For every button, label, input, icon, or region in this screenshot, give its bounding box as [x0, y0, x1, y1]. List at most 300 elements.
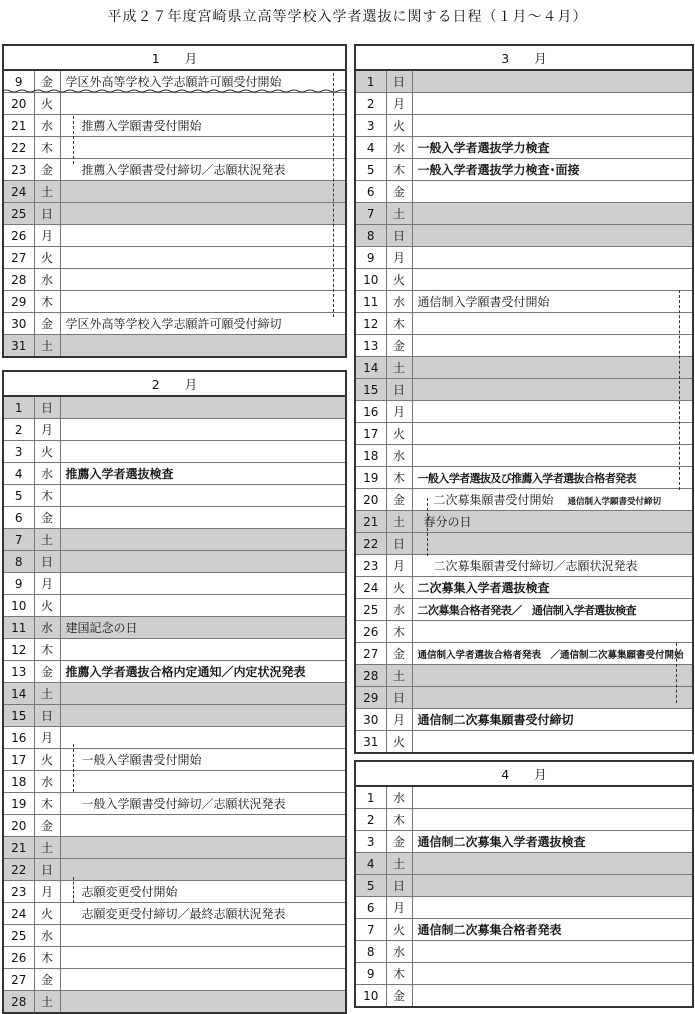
- weekday: 月: [386, 247, 412, 269]
- event-text: 春分の日: [423, 515, 472, 529]
- event-cell: [412, 335, 693, 357]
- day-number: 3: [355, 831, 386, 853]
- day-number: 18: [3, 771, 34, 793]
- weekday: 木: [386, 963, 412, 985]
- event-text: 志願変更受付開始: [81, 885, 178, 899]
- weekday: 金: [34, 70, 60, 93]
- weekday: 火: [34, 441, 60, 463]
- day-number: 10: [3, 595, 34, 617]
- weekday: 日: [386, 533, 412, 555]
- day-number: 21: [355, 511, 386, 533]
- calendar-row: [3, 815, 346, 837]
- day-number: 5: [3, 485, 34, 507]
- period-line-second-application: [427, 498, 428, 556]
- calendar-row: [3, 551, 346, 573]
- event-cell: [60, 837, 346, 859]
- day-number: 5: [355, 159, 386, 181]
- weekday: 日: [386, 225, 412, 247]
- event-cell: [60, 203, 346, 225]
- event-text: 推薦入学願書受付締切／志願状況発表: [81, 163, 286, 177]
- calendar-row: [355, 687, 693, 709]
- event-cell: [412, 577, 693, 599]
- day-number: 21: [3, 115, 34, 137]
- event-cell: [412, 831, 693, 853]
- day-number: 27: [3, 247, 34, 269]
- calendar-row: [3, 507, 346, 529]
- calendar-row: [355, 555, 693, 577]
- weekday: 金: [34, 969, 60, 991]
- event-text: 一般入学者選抜及び推薦入学者選抜合格者発表: [417, 471, 636, 485]
- calendar-row: [3, 859, 346, 881]
- weekday: 木: [34, 485, 60, 507]
- event-text: 推薦入学願書受付開始: [81, 119, 202, 133]
- day-number: 6: [3, 507, 34, 529]
- weekday: 火: [386, 577, 412, 599]
- weekday: 月: [386, 897, 412, 919]
- event-cell: [412, 401, 693, 423]
- calendar-march: [354, 44, 694, 754]
- weekday: 土: [386, 853, 412, 875]
- calendar-row: [3, 881, 346, 903]
- event-cell: [412, 70, 693, 93]
- calendar-row: [3, 661, 346, 683]
- weekday: 金: [386, 489, 412, 511]
- day-number: 20: [355, 489, 386, 511]
- calendar-row: [3, 159, 346, 181]
- calendar-row: [3, 396, 346, 419]
- weekday: 土: [34, 837, 60, 859]
- day-number: 19: [355, 467, 386, 489]
- period-line-correspondence-application: [679, 290, 680, 490]
- event-cell: [60, 529, 346, 551]
- weekday: 日: [34, 705, 60, 727]
- day-number: 18: [355, 445, 386, 467]
- calendar-row: [3, 793, 346, 815]
- event-cell: [412, 963, 693, 985]
- calendar-row: [355, 599, 693, 621]
- event-cell: [412, 621, 693, 643]
- day-number: 28: [355, 665, 386, 687]
- calendar-row: [3, 203, 346, 225]
- day-number: 30: [3, 313, 34, 335]
- day-number: 12: [3, 639, 34, 661]
- event-cell: [412, 731, 693, 754]
- day-number: 21: [3, 837, 34, 859]
- event-cell: [60, 159, 346, 181]
- calendar-row: [355, 963, 693, 985]
- weekday: 金: [386, 335, 412, 357]
- weekday: 水: [386, 291, 412, 313]
- day-number: 19: [3, 793, 34, 815]
- event-text: 通信制入学願書受付開始: [417, 295, 550, 309]
- period-line-general-application: [73, 744, 74, 792]
- day-number: 26: [3, 947, 34, 969]
- day-number: 31: [3, 335, 34, 358]
- day-number: 6: [355, 181, 386, 203]
- event-cell: [412, 291, 693, 313]
- calendar-row: [355, 247, 693, 269]
- event-cell: [60, 396, 346, 419]
- day-number: 22: [355, 533, 386, 555]
- calendar-row: [355, 225, 693, 247]
- calendar-february: [2, 370, 347, 1014]
- day-number: 4: [355, 137, 386, 159]
- calendar-row: [3, 291, 346, 313]
- weekday: 火: [34, 595, 60, 617]
- event-cell: [60, 507, 346, 529]
- weekday: 水: [34, 925, 60, 947]
- day-number: 29: [355, 687, 386, 709]
- weekday: 日: [386, 875, 412, 897]
- day-number: 3: [355, 115, 386, 137]
- event-text: 一般入学者選抜学力検査･面接: [417, 163, 580, 177]
- weekday: 日: [34, 396, 60, 419]
- event-cell: [412, 875, 693, 897]
- period-line-recommend-application: [73, 116, 74, 164]
- event-cell: [60, 617, 346, 639]
- day-number: 10: [355, 269, 386, 291]
- weekday: 火: [386, 269, 412, 291]
- calendar-row: [3, 225, 346, 247]
- day-number: 14: [355, 357, 386, 379]
- weekday: 金: [34, 507, 60, 529]
- weekday: 日: [386, 70, 412, 93]
- event-cell: [60, 859, 346, 881]
- calendar-row: [355, 291, 693, 313]
- calendar-row: [355, 731, 693, 754]
- day-number: 16: [3, 727, 34, 749]
- calendar-row: [3, 595, 346, 617]
- calendar-row: [355, 203, 693, 225]
- calendar-row: [3, 115, 346, 137]
- event-cell: [412, 941, 693, 963]
- day-number: 27: [355, 643, 386, 665]
- weekday: 月: [34, 727, 60, 749]
- day-number: 4: [3, 463, 34, 485]
- day-number: 20: [3, 815, 34, 837]
- weekday: 金: [34, 815, 60, 837]
- weekday: 水: [34, 463, 60, 485]
- weekday: 木: [386, 621, 412, 643]
- weekday: 木: [386, 809, 412, 831]
- event-cell: [412, 181, 693, 203]
- event-cell: [60, 793, 346, 815]
- calendar-row: [355, 533, 693, 555]
- day-number: 28: [3, 269, 34, 291]
- page-title: 平成２７年度宮崎県立高等学校入学者選抜に関する日程（１月～４月）: [107, 9, 588, 25]
- weekday: 水: [34, 617, 60, 639]
- event-cell: [60, 683, 346, 705]
- event-cell: [412, 445, 693, 467]
- weekday: 木: [34, 639, 60, 661]
- calendar-row: [3, 683, 346, 705]
- weekday: 土: [34, 683, 60, 705]
- date-gap-wavy-line: [2, 89, 347, 93]
- day-number: 25: [3, 925, 34, 947]
- event-cell: [60, 903, 346, 925]
- event-cell: [412, 533, 693, 555]
- event-text: 一般入学者選抜学力検査: [417, 141, 550, 155]
- day-number: 9: [355, 247, 386, 269]
- day-number: 7: [355, 919, 386, 941]
- event-cell: [412, 555, 693, 577]
- calendar-row: [355, 831, 693, 853]
- event-cell: [412, 137, 693, 159]
- calendar-row: [355, 941, 693, 963]
- day-number: 7: [355, 203, 386, 225]
- month-header: 2 月: [3, 371, 346, 396]
- weekday: 金: [386, 985, 412, 1008]
- calendar-row: [3, 137, 346, 159]
- day-number: 26: [355, 621, 386, 643]
- day-number: 25: [355, 599, 386, 621]
- day-number: 2: [355, 93, 386, 115]
- event-cell: [60, 947, 346, 969]
- calendar-row: [3, 947, 346, 969]
- event-cell: [412, 357, 693, 379]
- day-number: 9: [355, 963, 386, 985]
- day-number: 15: [355, 379, 386, 401]
- event-text: 二次募集合格者発表／ 通信制入学者選抜検査: [417, 603, 636, 617]
- event-cell: [60, 705, 346, 727]
- day-number: 22: [3, 859, 34, 881]
- weekday: 月: [386, 709, 412, 731]
- month-header: 1 月: [3, 45, 346, 70]
- calendar-row: [355, 357, 693, 379]
- event-cell: [60, 335, 346, 358]
- event-text: 一般入学願書受付開始: [81, 753, 202, 767]
- weekday: 土: [386, 511, 412, 533]
- calendar-row: [355, 985, 693, 1008]
- calendar-row: [3, 771, 346, 793]
- event-cell: [60, 969, 346, 991]
- event-cell: [412, 247, 693, 269]
- day-number: 25: [3, 203, 34, 225]
- day-number: 15: [3, 705, 34, 727]
- weekday: 金: [34, 159, 60, 181]
- event-cell: [60, 247, 346, 269]
- weekday: 月: [386, 555, 412, 577]
- weekday: 金: [386, 643, 412, 665]
- weekday: 木: [34, 947, 60, 969]
- calendar-row: [355, 335, 693, 357]
- event-cell: [412, 709, 693, 731]
- event-cell: [60, 771, 346, 793]
- calendar-row: [3, 247, 346, 269]
- day-number: 22: [3, 137, 34, 159]
- weekday: 水: [386, 137, 412, 159]
- calendar-row: [3, 749, 346, 771]
- event-text: 通信制入学者選抜合格者発表 ／通信制二次募集願書受付開始: [417, 649, 684, 661]
- event-cell: [60, 727, 346, 749]
- day-number: 6: [355, 897, 386, 919]
- weekday: 火: [386, 423, 412, 445]
- day-number: 3: [3, 441, 34, 463]
- day-number: 27: [3, 969, 34, 991]
- calendar-row: [355, 70, 693, 93]
- calendar-row: [3, 441, 346, 463]
- calendar-row: [3, 313, 346, 335]
- weekday: 月: [386, 93, 412, 115]
- calendar-row: [3, 837, 346, 859]
- calendar-row: [3, 639, 346, 661]
- event-text: 推薦入学者選抜検査: [65, 467, 174, 481]
- calendar-row: [3, 573, 346, 595]
- day-number: 8: [355, 225, 386, 247]
- calendar-row: [3, 463, 346, 485]
- weekday: 水: [386, 445, 412, 467]
- event-text: 推薦入学者選抜合格内定通知／内定状況発表: [65, 665, 306, 679]
- event-cell: [412, 313, 693, 335]
- weekday: 火: [34, 749, 60, 771]
- day-number: 23: [3, 881, 34, 903]
- event-cell: [412, 853, 693, 875]
- event-text: 通信制二次募集合格者発表: [417, 923, 562, 937]
- event-text: 二次募集入学者選抜検査: [417, 581, 550, 595]
- calendar-row: [355, 401, 693, 423]
- event-text: 通信制二次募集入学者選抜検査: [417, 835, 586, 849]
- calendar-row: [355, 379, 693, 401]
- event-cell: [412, 643, 693, 665]
- event-cell: [412, 511, 693, 533]
- day-number: 11: [355, 291, 386, 313]
- day-number: 17: [3, 749, 34, 771]
- calendar-row: [355, 159, 693, 181]
- day-number: 26: [3, 225, 34, 247]
- event-text: 二次募集願書受付締切／志願状況発表: [433, 559, 638, 573]
- day-number: 17: [355, 423, 386, 445]
- event-cell: [60, 881, 346, 903]
- calendar-row: [3, 925, 346, 947]
- weekday: 水: [34, 771, 60, 793]
- weekday: 土: [386, 665, 412, 687]
- event-cell: [412, 985, 693, 1008]
- event-cell: [60, 749, 346, 771]
- calendar-row: [355, 137, 693, 159]
- event-cell: [60, 661, 346, 683]
- event-cell: [60, 441, 346, 463]
- weekday: 土: [34, 181, 60, 203]
- day-number: 4: [355, 853, 386, 875]
- weekday: 水: [386, 599, 412, 621]
- calendar-april: [354, 760, 694, 1008]
- weekday: 火: [34, 93, 60, 115]
- weekday: 火: [386, 115, 412, 137]
- calendar-row: [355, 313, 693, 335]
- event-cell: [60, 991, 346, 1014]
- weekday: 金: [386, 831, 412, 853]
- calendar-row: [355, 489, 693, 511]
- event-cell: [412, 269, 693, 291]
- day-number: 23: [3, 159, 34, 181]
- calendar-row: [3, 727, 346, 749]
- event-cell: [60, 815, 346, 837]
- calendar-row: [3, 529, 346, 551]
- event-cell: [412, 897, 693, 919]
- day-number: 30: [355, 709, 386, 731]
- weekday: 木: [34, 137, 60, 159]
- event-cell: [412, 467, 693, 489]
- period-line-out-of-district: [333, 73, 334, 317]
- calendar-row: [355, 621, 693, 643]
- day-number: 23: [355, 555, 386, 577]
- weekday: 木: [386, 159, 412, 181]
- event-cell: [60, 551, 346, 573]
- calendar-row: [355, 181, 693, 203]
- event-cell: [60, 313, 346, 335]
- calendar-row: [355, 577, 693, 599]
- calendar-row: [3, 991, 346, 1014]
- calendar-row: [3, 269, 346, 291]
- event-cell: [60, 115, 346, 137]
- event-cell: [412, 115, 693, 137]
- event-text: 一般入学願書受付締切／志願状況発表: [81, 797, 286, 811]
- event-cell: [412, 93, 693, 115]
- day-number: 16: [355, 401, 386, 423]
- weekday: 月: [34, 881, 60, 903]
- day-number: 12: [355, 313, 386, 335]
- day-number: 24: [3, 181, 34, 203]
- period-line-correspondence-second: [676, 643, 677, 703]
- month-header: 4 月: [355, 761, 693, 786]
- weekday: 木: [34, 793, 60, 815]
- weekday: 金: [386, 181, 412, 203]
- calendar-row: [3, 969, 346, 991]
- day-number: 1: [355, 70, 386, 93]
- weekday: 木: [386, 313, 412, 335]
- day-number: 1: [355, 786, 386, 809]
- weekday: 木: [386, 467, 412, 489]
- weekday: 月: [34, 573, 60, 595]
- weekday: 日: [386, 687, 412, 709]
- weekday: 土: [386, 203, 412, 225]
- day-number: 8: [355, 941, 386, 963]
- weekday: 火: [386, 919, 412, 941]
- weekday: 土: [386, 357, 412, 379]
- day-number: 7: [3, 529, 34, 551]
- calendar-row: [355, 853, 693, 875]
- weekday: 月: [34, 419, 60, 441]
- calendar-row: [355, 897, 693, 919]
- weekday: 日: [386, 379, 412, 401]
- event-cell: [60, 93, 346, 115]
- weekday: 土: [34, 991, 60, 1014]
- calendar-row: [355, 423, 693, 445]
- weekday: 金: [34, 661, 60, 683]
- weekday: 日: [34, 203, 60, 225]
- calendar-row: [355, 511, 693, 533]
- weekday: 水: [386, 941, 412, 963]
- day-number: 2: [355, 809, 386, 831]
- day-number: 14: [3, 683, 34, 705]
- month-header: 3 月: [355, 45, 693, 70]
- calendar-row: [355, 665, 693, 687]
- calendar-row: [355, 643, 693, 665]
- event-cell: [60, 419, 346, 441]
- day-number: 10: [355, 985, 386, 1008]
- calendar-row: [3, 419, 346, 441]
- event-text: 志願変更受付締切／最終志願状況発表: [81, 907, 286, 921]
- day-number: 1: [3, 396, 34, 419]
- event-cell: [412, 489, 693, 511]
- weekday: 火: [34, 903, 60, 925]
- calendar-row: [355, 709, 693, 731]
- event-cell: [60, 291, 346, 313]
- event-text: 通信制二次募集願書受付締切: [417, 713, 574, 727]
- calendar-row: [355, 269, 693, 291]
- event-text: 学区外高等学校入学志願許可願受付開始: [65, 75, 282, 89]
- weekday: 火: [34, 247, 60, 269]
